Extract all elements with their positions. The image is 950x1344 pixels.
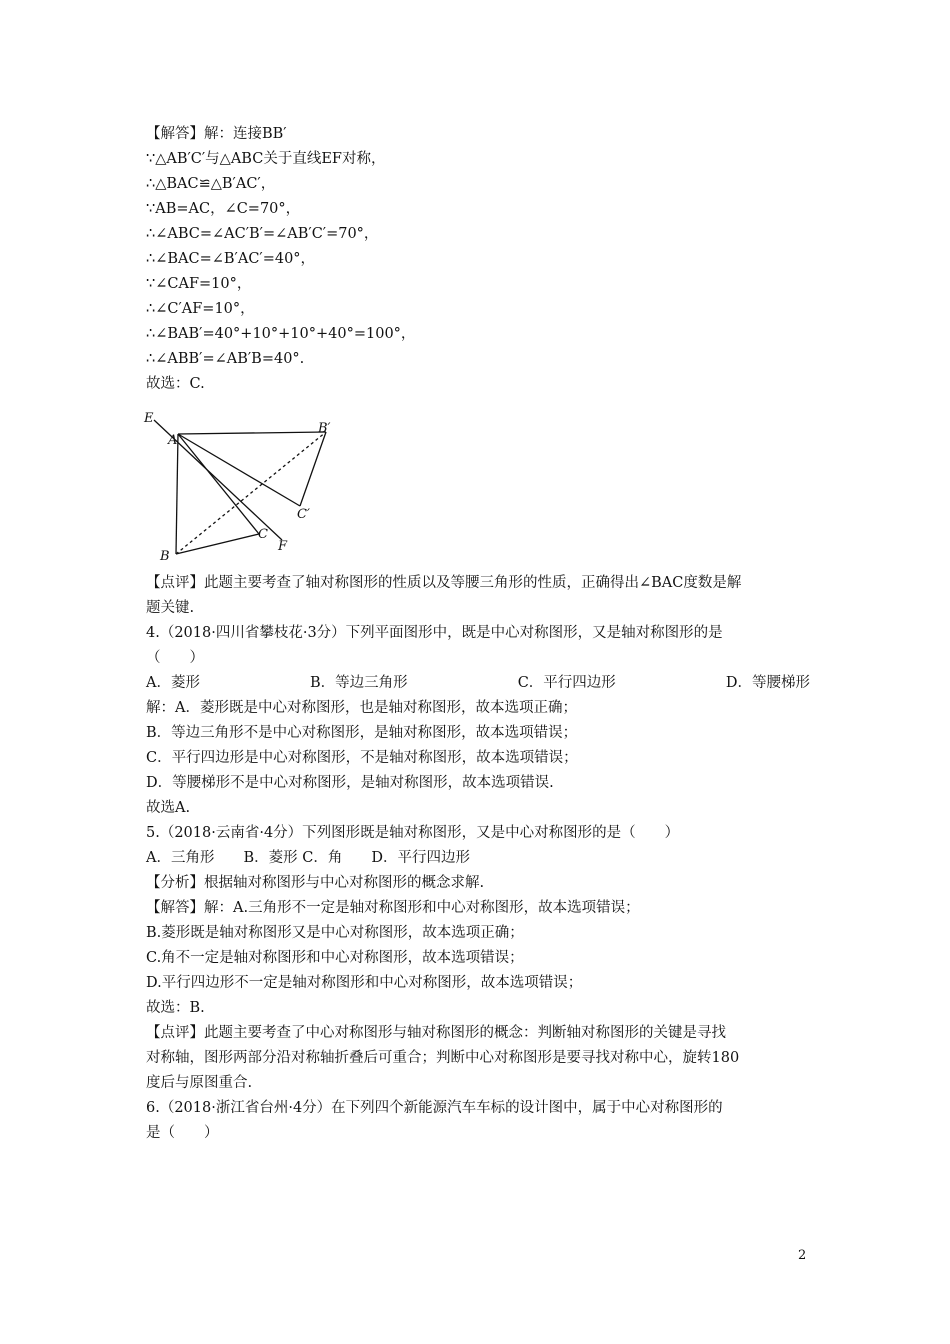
text-line: ∵∠CAF=10°， bbox=[146, 276, 252, 292]
q4-option-b: B．等边三角形 bbox=[310, 675, 408, 691]
text-line: 是（ ） bbox=[146, 1125, 219, 1141]
text-line: ∴△BAC≌△B′AC′， bbox=[146, 176, 276, 192]
text-line: B．等边三角形不是中心对称图形，是轴对称图形，故本选项错误； bbox=[146, 725, 578, 741]
text-line: ∴∠BAB′=40°+10°+10°+40°=100°， bbox=[146, 326, 416, 342]
text-line: 对称轴，图形两部分沿对称轴折叠后可重合；判断中心对称图形是要寻找对称中心，旋转180 bbox=[146, 1050, 740, 1066]
text-line: ∴∠BAC=∠B′AC′=40°， bbox=[146, 251, 316, 267]
text-line: 故选A. bbox=[146, 800, 191, 816]
text-line: 6.（2018·浙江省台州·4分）在下列四个新能源汽车车标的设计图中，属于中心对称图形的 bbox=[146, 1100, 723, 1116]
text-line: C.角不一定是轴对称图形和中心对称图形，故本选项错误； bbox=[146, 950, 524, 966]
text-line: ∵AB=AC，∠C=70°， bbox=[146, 201, 301, 217]
text-line: 【分析】根据轴对称图形与中心对称图形的概念求解. bbox=[146, 875, 485, 891]
segment-ab-prime bbox=[178, 432, 326, 434]
label-f: F bbox=[278, 539, 288, 554]
text-line: 4.（2018·四川省攀枝花·3分）下列平面图形中，既是中心对称图形，又是轴对称图形的是 bbox=[146, 625, 723, 641]
text-line: 5.（2018·云南省·4分）下列图形既是轴对称图形，又是中心对称图形的是（ ） bbox=[146, 825, 680, 841]
text-line: 故选：C. bbox=[146, 376, 205, 392]
segment-ac-prime bbox=[178, 434, 300, 506]
text-line: 故选：B. bbox=[146, 1000, 205, 1016]
page-number: 2 bbox=[798, 1248, 807, 1263]
text-line: （ ） bbox=[146, 650, 204, 666]
geometry-figure bbox=[140, 400, 350, 568]
q4-options bbox=[146, 673, 810, 693]
segment-ab bbox=[176, 434, 178, 554]
text-line: D.平行四边形不一定是轴对称图形和中心对称图形，故本选项错误； bbox=[146, 975, 583, 991]
text-line: ∵△AB′C′与△ABC关于直线EF对称， bbox=[146, 151, 386, 167]
text-line: 题关键. bbox=[146, 600, 195, 616]
text-line: ∴∠C′AF=10°， bbox=[146, 301, 255, 317]
text-line: 【点评】此题主要考查了中心对称图形与轴对称图形的概念：判断轴对称图形的关键是寻找 bbox=[146, 1025, 726, 1041]
text-line: 解：A．菱形既是中心对称图形，也是轴对称图形，故本选项正确； bbox=[146, 700, 577, 716]
q4-option-c: C．平行四边形 bbox=[517, 675, 616, 691]
text-line: ∴∠ABB′=∠AB′B=40°. bbox=[146, 351, 305, 367]
text-line: 【解答】解：A.三角形不一定是轴对称图形和中心对称图形，故本选项错误； bbox=[146, 900, 640, 916]
text-line: ∴∠ABC=∠AC′B′=∠AB′C′=70°， bbox=[146, 226, 379, 242]
text-line: B.菱形既是轴对称图形又是中心对称图形，故本选项正确； bbox=[146, 925, 524, 941]
label-b: B bbox=[160, 549, 170, 564]
text-line: 【解答】解：连接BB′ bbox=[146, 126, 287, 142]
text-line: C．平行四边形是中心对称图形，不是轴对称图形，故本选项错误； bbox=[146, 750, 578, 766]
text-line: D．等腰梯形不是中心对称图形，是轴对称图形，故本选项错误. bbox=[146, 775, 554, 791]
text-line: 【点评】此题主要考查了轴对称图形的性质以及等腰三角形的性质，正确得出∠BAC度数是解 bbox=[146, 575, 742, 591]
text-line: 度后与原图重合. bbox=[146, 1075, 253, 1091]
q4-option-a: A．菱形 bbox=[146, 675, 200, 691]
label-a: A bbox=[168, 433, 178, 448]
label-c-prime: C′ bbox=[297, 507, 310, 522]
label-c: C bbox=[258, 527, 268, 542]
label-b-prime: B′ bbox=[318, 421, 331, 436]
label-e: E bbox=[144, 411, 154, 426]
q4-option-d: D．等腰梯形 bbox=[725, 675, 810, 691]
segment-bc bbox=[176, 534, 259, 554]
text-line: A．三角形 B．菱形 C．角 D．平行四边形 bbox=[146, 850, 470, 866]
